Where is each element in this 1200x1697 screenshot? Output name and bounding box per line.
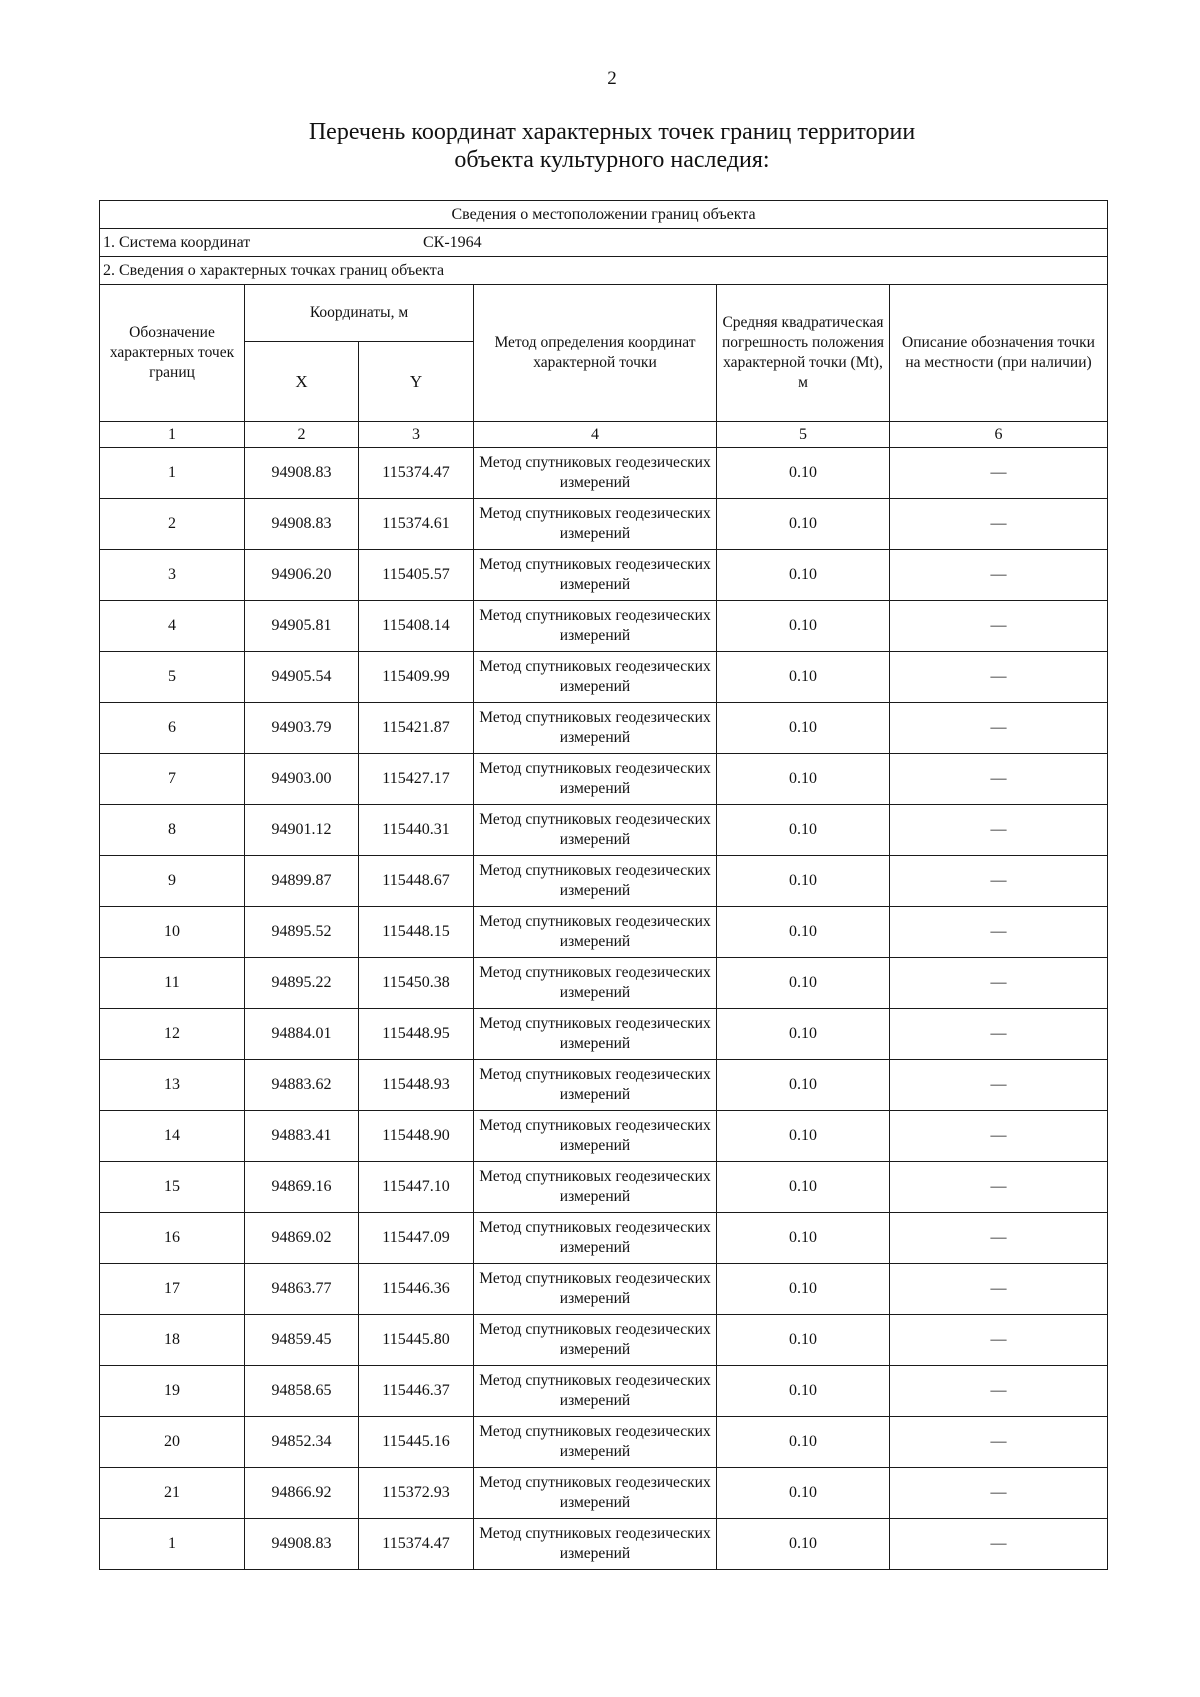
description-cell: — bbox=[890, 1468, 1108, 1519]
table-row bbox=[100, 1162, 1108, 1213]
y-coordinate-cell: 115448.93 bbox=[359, 1060, 474, 1111]
x-coordinate-cell: 94895.52 bbox=[245, 907, 359, 958]
column-number-row bbox=[100, 422, 1108, 448]
column-number: 1 bbox=[100, 422, 245, 448]
method-cell: Метод спутниковых геодезических измерений bbox=[474, 1111, 717, 1162]
point-number-cell: 17 bbox=[100, 1264, 245, 1315]
point-number-cell: 10 bbox=[100, 907, 245, 958]
y-coordinate-cell: 115440.31 bbox=[359, 805, 474, 856]
error-cell: 0.10 bbox=[717, 1417, 890, 1468]
error-cell: 0.10 bbox=[717, 1315, 890, 1366]
point-number-cell: 8 bbox=[100, 805, 245, 856]
method-cell: Метод спутниковых геодезических измерений bbox=[474, 958, 717, 1009]
description-cell: — bbox=[890, 1060, 1108, 1111]
error-cell: 0.10 bbox=[717, 1366, 890, 1417]
description-cell: — bbox=[890, 805, 1108, 856]
x-coordinate-cell: 94903.00 bbox=[245, 754, 359, 805]
error-cell: 0.10 bbox=[717, 856, 890, 907]
description-cell: — bbox=[890, 1519, 1108, 1570]
x-coordinate-cell: 94908.83 bbox=[245, 1519, 359, 1570]
x-coordinate-cell: 94905.81 bbox=[245, 601, 359, 652]
y-coordinate-cell: 115448.95 bbox=[359, 1009, 474, 1060]
point-number-cell: 15 bbox=[100, 1162, 245, 1213]
description-cell: — bbox=[890, 1111, 1108, 1162]
x-coordinate-cell: 94895.22 bbox=[245, 958, 359, 1009]
point-number-cell: 5 bbox=[100, 652, 245, 703]
coord-system-cell bbox=[100, 229, 1108, 257]
y-coordinate-cell: 115427.17 bbox=[359, 754, 474, 805]
x-coordinate-cell: 94866.92 bbox=[245, 1468, 359, 1519]
x-coordinate-cell: 94852.34 bbox=[245, 1417, 359, 1468]
y-coordinate-cell: 115450.38 bbox=[359, 958, 474, 1009]
point-number-cell: 9 bbox=[100, 856, 245, 907]
table-row bbox=[100, 1315, 1108, 1366]
point-number-cell: 20 bbox=[100, 1417, 245, 1468]
method-cell: Метод спутниковых геодезических измерений bbox=[474, 1315, 717, 1366]
x-coordinate-cell: 94859.45 bbox=[245, 1315, 359, 1366]
points-info-row bbox=[100, 257, 1108, 285]
column-number: 2 bbox=[245, 422, 359, 448]
table-row bbox=[100, 550, 1108, 601]
column-number: 3 bbox=[359, 422, 474, 448]
table-row bbox=[100, 1519, 1108, 1570]
coord-system-label: 1. Система координат bbox=[103, 233, 251, 251]
point-number-cell: 7 bbox=[100, 754, 245, 805]
header-x: X bbox=[245, 342, 359, 422]
method-cell: Метод спутниковых геодезических измерений bbox=[474, 1009, 717, 1060]
description-cell: — bbox=[890, 652, 1108, 703]
point-number-cell: 1 bbox=[100, 448, 245, 499]
table-row bbox=[100, 1417, 1108, 1468]
y-coordinate-cell: 115447.10 bbox=[359, 1162, 474, 1213]
description-cell: — bbox=[890, 1213, 1108, 1264]
x-coordinate-cell: 94884.01 bbox=[245, 1009, 359, 1060]
method-cell: Метод спутниковых геодезических измерений bbox=[474, 1366, 717, 1417]
table-row bbox=[100, 958, 1108, 1009]
table-row bbox=[100, 448, 1108, 499]
y-coordinate-cell: 115446.37 bbox=[359, 1366, 474, 1417]
table-row bbox=[100, 1060, 1108, 1111]
points-info-label: 2. Сведения о характерных точках границ объекта bbox=[100, 257, 1108, 285]
error-cell: 0.10 bbox=[717, 1519, 890, 1570]
method-cell: Метод спутниковых геодезических измерений bbox=[474, 1417, 717, 1468]
y-coordinate-cell: 115448.15 bbox=[359, 907, 474, 958]
y-coordinate-cell: 115448.90 bbox=[359, 1111, 474, 1162]
method-cell: Метод спутниковых геодезических измерений bbox=[474, 601, 717, 652]
y-coordinate-cell: 115374.47 bbox=[359, 1519, 474, 1570]
header-error: Средняя квадратическая погрешность положения характерной точки (Mt), м bbox=[717, 285, 890, 422]
x-coordinate-cell: 94908.83 bbox=[245, 448, 359, 499]
table-row bbox=[100, 1468, 1108, 1519]
point-number-cell: 6 bbox=[100, 703, 245, 754]
table-row bbox=[100, 703, 1108, 754]
y-coordinate-cell: 115421.87 bbox=[359, 703, 474, 754]
error-cell: 0.10 bbox=[717, 1213, 890, 1264]
error-cell: 0.10 bbox=[717, 499, 890, 550]
point-number-cell: 13 bbox=[100, 1060, 245, 1111]
x-coordinate-cell: 94901.12 bbox=[245, 805, 359, 856]
x-coordinate-cell: 94863.77 bbox=[245, 1264, 359, 1315]
method-cell: Метод спутниковых геодезических измерений bbox=[474, 448, 717, 499]
section-header-row bbox=[100, 201, 1108, 229]
coord-system-value: СК-1964 bbox=[423, 233, 482, 251]
x-coordinate-cell: 94883.41 bbox=[245, 1111, 359, 1162]
point-number-cell: 3 bbox=[100, 550, 245, 601]
table-row bbox=[100, 601, 1108, 652]
method-cell: Метод спутниковых геодезических измерений bbox=[474, 856, 717, 907]
error-cell: 0.10 bbox=[717, 805, 890, 856]
page-number: 2 bbox=[607, 68, 617, 89]
method-cell: Метод спутниковых геодезических измерений bbox=[474, 1519, 717, 1570]
coord-system-row bbox=[100, 229, 1108, 257]
method-cell: Метод спутниковых геодезических измерений bbox=[474, 499, 717, 550]
x-coordinate-cell: 94869.16 bbox=[245, 1162, 359, 1213]
table-row bbox=[100, 1264, 1108, 1315]
y-coordinate-cell: 115374.61 bbox=[359, 499, 474, 550]
method-cell: Метод спутниковых геодезических измерений bbox=[474, 703, 717, 754]
point-number-cell: 14 bbox=[100, 1111, 245, 1162]
description-cell: — bbox=[890, 1162, 1108, 1213]
column-number: 5 bbox=[717, 422, 890, 448]
point-number-cell: 21 bbox=[100, 1468, 245, 1519]
x-coordinate-cell: 94899.87 bbox=[245, 856, 359, 907]
header-method: Метод определения координат характерной точки bbox=[474, 285, 717, 422]
error-cell: 0.10 bbox=[717, 1264, 890, 1315]
method-cell: Метод спутниковых геодезических измерений bbox=[474, 1213, 717, 1264]
header-y: Y bbox=[359, 342, 474, 422]
point-number-cell: 12 bbox=[100, 1009, 245, 1060]
description-cell: — bbox=[890, 958, 1108, 1009]
table-row bbox=[100, 652, 1108, 703]
y-coordinate-cell: 115448.67 bbox=[359, 856, 474, 907]
x-coordinate-cell: 94906.20 bbox=[245, 550, 359, 601]
table-row bbox=[100, 754, 1108, 805]
error-cell: 0.10 bbox=[717, 1009, 890, 1060]
error-cell: 0.10 bbox=[717, 1111, 890, 1162]
description-cell: — bbox=[890, 499, 1108, 550]
point-number-cell: 16 bbox=[100, 1213, 245, 1264]
x-coordinate-cell: 94903.79 bbox=[245, 703, 359, 754]
point-number-cell: 4 bbox=[100, 601, 245, 652]
error-cell: 0.10 bbox=[717, 958, 890, 1009]
title-line-1: Перечень координат характерных точек границ территории bbox=[308, 119, 916, 145]
description-cell: — bbox=[890, 1009, 1108, 1060]
error-cell: 0.10 bbox=[717, 1162, 890, 1213]
table-row bbox=[100, 1009, 1108, 1060]
x-coordinate-cell: 94908.83 bbox=[245, 499, 359, 550]
method-cell: Метод спутниковых геодезических измерений bbox=[474, 1468, 717, 1519]
y-coordinate-cell: 115409.99 bbox=[359, 652, 474, 703]
point-number-cell: 18 bbox=[100, 1315, 245, 1366]
coordinates-table bbox=[99, 200, 1108, 1570]
description-cell: — bbox=[890, 550, 1108, 601]
x-coordinate-cell: 94883.62 bbox=[245, 1060, 359, 1111]
table-row bbox=[100, 1366, 1108, 1417]
point-number-cell: 19 bbox=[100, 1366, 245, 1417]
x-coordinate-cell: 94905.54 bbox=[245, 652, 359, 703]
column-number: 6 bbox=[890, 422, 1108, 448]
table-row bbox=[100, 907, 1108, 958]
description-cell: — bbox=[890, 1417, 1108, 1468]
error-cell: 0.10 bbox=[717, 1468, 890, 1519]
section-header: Сведения о местоположении границ объекта bbox=[100, 201, 1108, 229]
header-coordinates: Координаты, м bbox=[245, 285, 474, 342]
description-cell: — bbox=[890, 703, 1108, 754]
y-coordinate-cell: 115372.93 bbox=[359, 1468, 474, 1519]
y-coordinate-cell: 115447.09 bbox=[359, 1213, 474, 1264]
method-cell: Метод спутниковых геодезических измерений bbox=[474, 1264, 717, 1315]
header-row-top bbox=[100, 285, 1108, 342]
error-cell: 0.10 bbox=[717, 601, 890, 652]
description-cell: — bbox=[890, 1366, 1108, 1417]
table-row bbox=[100, 1213, 1108, 1264]
y-coordinate-cell: 115374.47 bbox=[359, 448, 474, 499]
error-cell: 0.10 bbox=[717, 907, 890, 958]
error-cell: 0.10 bbox=[717, 550, 890, 601]
error-cell: 0.10 bbox=[717, 448, 890, 499]
method-cell: Метод спутниковых геодезических измерений bbox=[474, 1060, 717, 1111]
description-cell: — bbox=[890, 601, 1108, 652]
description-cell: — bbox=[890, 754, 1108, 805]
description-cell: — bbox=[890, 1264, 1108, 1315]
method-cell: Метод спутниковых геодезических измерений bbox=[474, 754, 717, 805]
method-cell: Метод спутниковых геодезических измерений bbox=[474, 1162, 717, 1213]
method-cell: Метод спутниковых геодезических измерений bbox=[474, 550, 717, 601]
error-cell: 0.10 bbox=[717, 652, 890, 703]
description-cell: — bbox=[890, 448, 1108, 499]
error-cell: 0.10 bbox=[717, 1060, 890, 1111]
y-coordinate-cell: 115445.80 bbox=[359, 1315, 474, 1366]
title-line-2: объекта культурного наследия: bbox=[454, 147, 770, 173]
column-number: 4 bbox=[474, 422, 717, 448]
point-number-cell: 11 bbox=[100, 958, 245, 1009]
method-cell: Метод спутниковых геодезических измерений bbox=[474, 652, 717, 703]
header-designation: Обозначение характерных точек границ bbox=[100, 285, 245, 422]
error-cell: 0.10 bbox=[717, 754, 890, 805]
method-cell: Метод спутниковых геодезических измерений bbox=[474, 805, 717, 856]
point-number-cell: 2 bbox=[100, 499, 245, 550]
document-title bbox=[0, 118, 1200, 174]
point-number-cell: 1 bbox=[100, 1519, 245, 1570]
x-coordinate-cell: 94858.65 bbox=[245, 1366, 359, 1417]
table-row bbox=[100, 499, 1108, 550]
header-description: Описание обозначения точки на местности (при наличии) bbox=[890, 285, 1108, 422]
error-cell: 0.10 bbox=[717, 703, 890, 754]
y-coordinate-cell: 115405.57 bbox=[359, 550, 474, 601]
description-cell: — bbox=[890, 1315, 1108, 1366]
y-coordinate-cell: 115446.36 bbox=[359, 1264, 474, 1315]
description-cell: — bbox=[890, 856, 1108, 907]
description-cell: — bbox=[890, 907, 1108, 958]
table-row bbox=[100, 805, 1108, 856]
method-cell: Метод спутниковых геодезических измерений bbox=[474, 907, 717, 958]
x-coordinate-cell: 94869.02 bbox=[245, 1213, 359, 1264]
y-coordinate-cell: 115445.16 bbox=[359, 1417, 474, 1468]
table-row bbox=[100, 856, 1108, 907]
table-row bbox=[100, 1111, 1108, 1162]
y-coordinate-cell: 115408.14 bbox=[359, 601, 474, 652]
